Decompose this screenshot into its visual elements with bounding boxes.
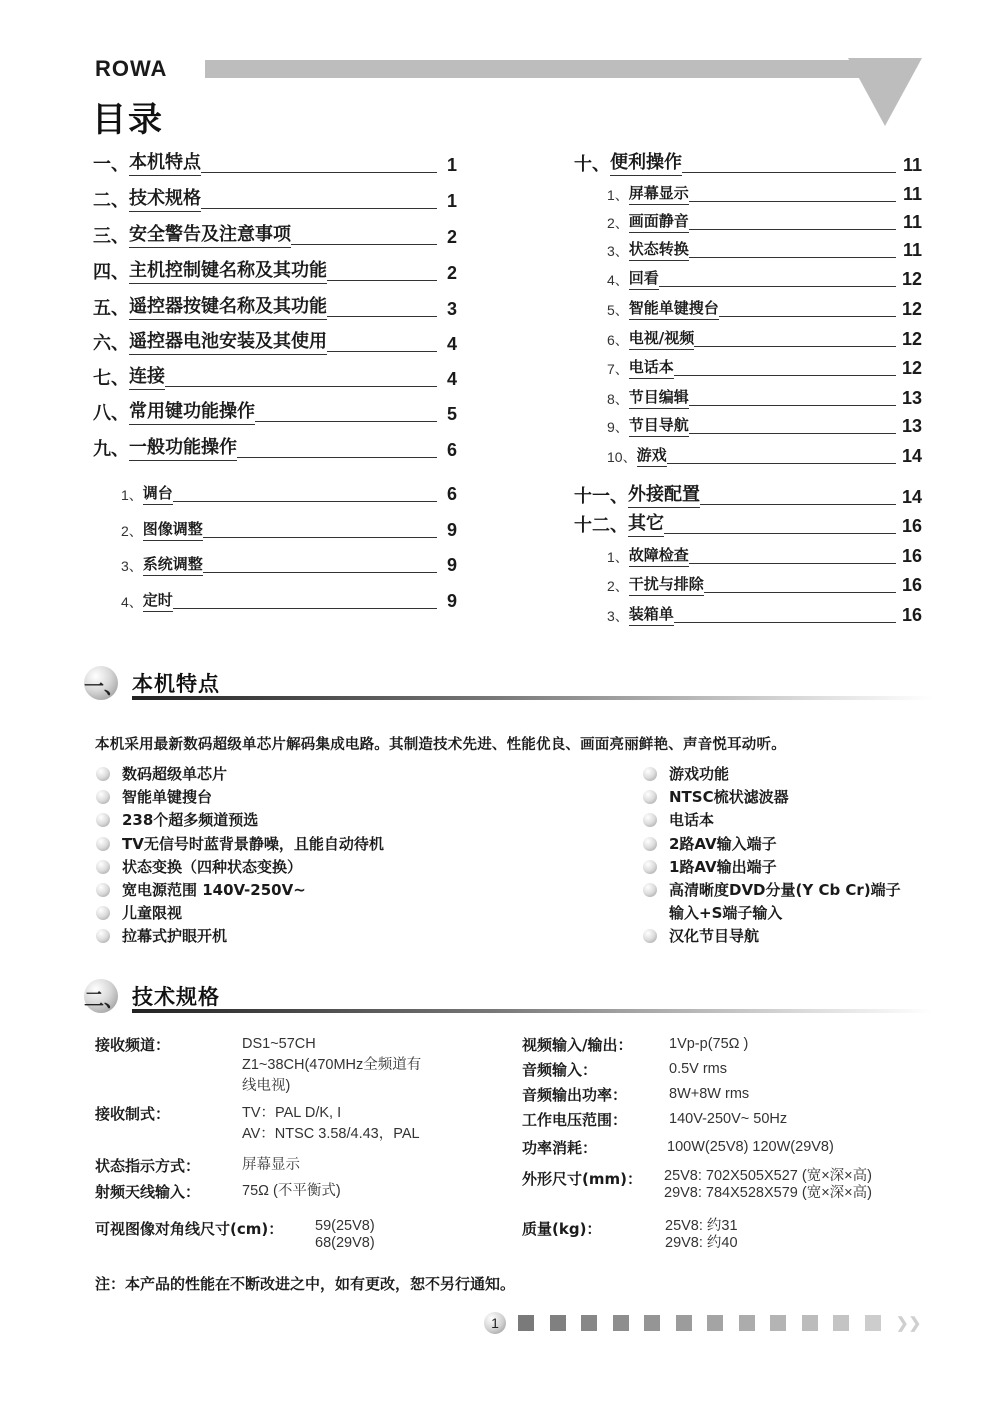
toc-entry[interactable] xyxy=(607,383,922,409)
toc-leader-line xyxy=(689,405,896,406)
toc-leader-line xyxy=(201,208,437,209)
toc-leader-line xyxy=(689,563,896,564)
toc-entry-title: 电视/视频 xyxy=(628,329,695,347)
spec-value xyxy=(315,1218,375,1252)
toc-entry-title: 遥控器按键名称及其功能 xyxy=(129,296,327,317)
toc-leader-line xyxy=(689,229,896,230)
toc-entry-number: 三、 xyxy=(93,226,129,247)
page-square xyxy=(770,1315,786,1331)
bullet-ball-icon xyxy=(643,883,657,897)
page-square xyxy=(865,1315,881,1331)
toc-entry-title: 一般功能操作 xyxy=(129,437,237,458)
toc-entry[interactable] xyxy=(607,570,922,596)
toc-leader-line xyxy=(173,501,437,502)
page-square xyxy=(613,1315,629,1331)
toc-entry-page: 13 xyxy=(901,416,922,436)
feature-item xyxy=(96,809,384,832)
toc-entry-number: 1、 xyxy=(121,487,143,503)
toc-entry-page: 11 xyxy=(902,240,922,260)
feature-text: 儿童限视 xyxy=(122,904,183,923)
toc-entry[interactable] xyxy=(121,479,457,505)
toc-entry-title: 智能单键搜台 xyxy=(628,299,719,317)
toc-entry-number: 8、 xyxy=(607,391,629,407)
page-square xyxy=(644,1315,660,1331)
section-number: 一、 xyxy=(84,674,124,698)
toc-entry-title-underline xyxy=(629,414,689,437)
toc-entry-title-underline xyxy=(129,148,201,176)
toc-entry-title-underline xyxy=(629,327,694,350)
bullet-ball-icon xyxy=(96,929,110,943)
toc-leader-line xyxy=(689,201,896,202)
toc-entry-title: 状态转换 xyxy=(628,240,689,258)
bullet-ball-icon xyxy=(96,767,110,781)
feature-text: 状态变换（四种状态变换） xyxy=(122,857,303,876)
toc-entry[interactable] xyxy=(93,399,457,425)
toc-entry-page: 13 xyxy=(901,388,922,408)
toc-entry[interactable] xyxy=(607,207,922,233)
toc-entry-title-underline xyxy=(629,238,689,261)
toc-entry-number: 4、 xyxy=(607,272,629,288)
spec-value xyxy=(669,1034,748,1055)
toc-leader-line xyxy=(237,457,437,458)
toc-entry-number: 3、 xyxy=(607,243,629,259)
toc-entry-page: 9 xyxy=(446,555,457,575)
spec-label: 视频输入/输出： xyxy=(522,1036,633,1054)
toc-entry-title-underline xyxy=(143,553,203,576)
toc-entry-page: 11 xyxy=(902,212,922,232)
toc-leader-line xyxy=(674,375,896,376)
toc-entry-number: 四、 xyxy=(93,262,129,283)
toc-entry-title-underline xyxy=(629,573,704,596)
spec-label: 外形尺寸(mm)： xyxy=(522,1170,642,1188)
bullet-ball-icon xyxy=(643,929,657,943)
toc-entry-number: 1、 xyxy=(607,187,629,203)
toc-entry-number: 2、 xyxy=(121,523,143,539)
toc-entry-page: 5 xyxy=(446,404,457,424)
toc-entry-number: 2、 xyxy=(607,578,629,594)
page-square xyxy=(739,1315,755,1331)
toc-entry-page: 14 xyxy=(901,487,922,507)
toc-entry-page: 9 xyxy=(446,591,457,611)
features-list-right xyxy=(643,763,901,949)
spec-value-line: AV：NTSC 3.58/4.43，PAL xyxy=(242,1126,420,1142)
toc-entry-title: 连接 xyxy=(129,366,165,387)
spec-value-line: 59(25V8) xyxy=(315,1218,375,1234)
toc-entry-page: 3 xyxy=(446,299,457,319)
feature-item xyxy=(96,902,384,925)
toc-entry-title-underline xyxy=(629,386,689,409)
bullet-ball-icon xyxy=(643,813,657,827)
toc-entry-page: 14 xyxy=(901,446,922,466)
spec-value xyxy=(667,1137,834,1158)
toc-entry[interactable] xyxy=(607,441,922,467)
spec-value-line: 100W(25V8) 120W(29V8) xyxy=(667,1139,834,1155)
toc-entry-number: 十一、 xyxy=(574,486,628,507)
toc-entry[interactable] xyxy=(121,550,457,576)
bullet-ball-icon xyxy=(643,860,657,874)
next-arrow-icon: ❯❯ xyxy=(896,1315,922,1332)
feature-item xyxy=(643,856,901,879)
page-number-badge: 1 xyxy=(484,1312,506,1334)
toc-leader-line xyxy=(667,463,896,464)
toc-entry-title: 遥控器电池安装及其使用 xyxy=(129,331,327,352)
spec-value xyxy=(669,1109,787,1130)
page-square xyxy=(581,1315,597,1331)
toc-entry-title: 节目导航 xyxy=(628,416,689,434)
features-list-left xyxy=(96,763,384,949)
toc-entry-title: 游戏 xyxy=(636,446,667,464)
toc-leader-line xyxy=(165,386,437,387)
toc-entry[interactable] xyxy=(93,258,457,284)
toc-leader-line xyxy=(659,286,896,287)
toc-entry[interactable] xyxy=(607,235,922,261)
toc-entry-title-underline xyxy=(629,210,689,233)
toc-entry[interactable] xyxy=(574,482,922,508)
toc-entry[interactable] xyxy=(607,294,922,320)
toc-entry[interactable] xyxy=(121,586,457,612)
toc-entry[interactable] xyxy=(607,324,922,350)
toc-entry-title-underline xyxy=(143,518,203,541)
toc-entry-page: 12 xyxy=(901,329,922,349)
features-intro: 本机采用最新数码超级单芯片解码集成电路。其制造技术先进、性能优良、画面亮丽鲜艳、声音悦耳动听。 xyxy=(95,737,786,753)
toc-entry-title-underline xyxy=(628,480,700,508)
toc-entry-title-underline xyxy=(628,509,664,537)
bullet-ball-icon xyxy=(643,790,657,804)
spec-label: 接收频道： xyxy=(95,1036,171,1054)
spec-value-line: 140V-250V~ 50Hz xyxy=(669,1111,788,1127)
spec-value xyxy=(242,1181,341,1202)
toc-entry[interactable] xyxy=(121,515,457,541)
toc-entry-number: 一、 xyxy=(93,154,129,175)
spec-value-line: 68(29V8) xyxy=(315,1235,375,1251)
toc-entry-title-underline xyxy=(129,184,201,212)
page-square xyxy=(676,1315,692,1331)
toc-entry-number: 3、 xyxy=(121,558,143,574)
toc-leader-line xyxy=(255,421,437,422)
toc-entry-title-underline xyxy=(129,362,165,390)
header-v-shape xyxy=(848,58,922,126)
toc-entry-number: 七、 xyxy=(93,368,129,389)
toc-entry-number: 2、 xyxy=(607,215,629,231)
toc-entry-page: 16 xyxy=(901,516,922,536)
toc-entry-number: 10、 xyxy=(607,449,637,465)
feature-item xyxy=(96,879,384,902)
toc-entry-title-underline xyxy=(629,182,689,205)
feature-text: NTSC梳状滤波器 xyxy=(669,788,789,807)
bullet-ball-icon xyxy=(96,883,110,897)
spec-value xyxy=(242,1155,300,1176)
toc-entry-page: 4 xyxy=(446,369,457,389)
page-indicator xyxy=(484,1312,921,1334)
toc-entry[interactable] xyxy=(93,364,457,390)
spec-label: 状态指示方式： xyxy=(95,1157,201,1175)
feature-item xyxy=(96,763,384,786)
toc-entry[interactable] xyxy=(607,541,922,567)
toc-leader-line xyxy=(327,316,437,317)
toc-entry-page: 2 xyxy=(446,227,457,247)
toc-entry-page: 12 xyxy=(901,358,922,378)
section-rule xyxy=(132,696,932,700)
toc-entry-page: 11 xyxy=(902,155,922,175)
spec-value-line: 0.5V rms xyxy=(669,1061,728,1077)
toc-entry-title-underline xyxy=(129,256,327,284)
toc-entry-page: 4 xyxy=(446,334,457,354)
toc-entry-number: 十二、 xyxy=(574,515,628,536)
toc-entry-title: 其它 xyxy=(628,513,664,534)
toc-entry[interactable] xyxy=(93,150,457,176)
toc-entry-title: 本机特点 xyxy=(129,152,201,173)
toc-leader-line xyxy=(694,346,896,347)
spec-value-line: 8W+8W rms xyxy=(669,1086,750,1102)
toc-entry-title-underline xyxy=(637,444,667,467)
spec-value-line: 29V8: 约40 xyxy=(665,1235,738,1251)
toc-entry-title: 外接配置 xyxy=(628,484,700,505)
toc-entry-page: 12 xyxy=(901,269,922,289)
toc-entry-page: 16 xyxy=(901,546,922,566)
feature-item xyxy=(96,925,384,948)
toc-entry-number: 3、 xyxy=(607,608,629,624)
toc-entry-title: 技术规格 xyxy=(129,188,201,209)
toc-entry-title-underline xyxy=(129,220,291,248)
toc-entry-page: 1 xyxy=(446,155,457,175)
section-header-features xyxy=(80,664,940,704)
toc-entry[interactable] xyxy=(93,294,457,320)
toc-entry-number: 九、 xyxy=(93,439,129,460)
bullet-ball-icon xyxy=(96,813,110,827)
toc-entry-page: 2 xyxy=(446,263,457,283)
spec-value-line: 屏幕显示 xyxy=(242,1157,300,1173)
spec-value xyxy=(242,1034,421,1097)
toc-entry-page: 6 xyxy=(446,484,457,504)
feature-item xyxy=(643,786,901,809)
toc-entry-number: 4、 xyxy=(121,594,143,610)
toc-entry-number: 五、 xyxy=(93,298,129,319)
feature-item xyxy=(643,925,901,948)
feature-item xyxy=(96,856,384,879)
spec-label: 音频输入： xyxy=(522,1061,598,1079)
toc-entry-title: 装箱单 xyxy=(628,605,674,623)
feature-text: 2路AV输入端子 xyxy=(669,834,777,853)
spec-label: 质量(kg)： xyxy=(522,1220,602,1238)
toc-entry-number: 6、 xyxy=(607,332,629,348)
feature-text: 1路AV输出端子 xyxy=(669,857,777,876)
section-title: 本机特点 xyxy=(132,672,220,696)
feature-item xyxy=(96,833,384,856)
toc-leader-line xyxy=(291,244,437,245)
toc-entry-title: 主机控制键名称及其功能 xyxy=(129,260,327,281)
toc-entry[interactable] xyxy=(574,150,922,176)
spec-label: 接收制式： xyxy=(95,1105,171,1123)
spec-value xyxy=(665,1218,738,1252)
page-square xyxy=(518,1315,534,1331)
toc-entry[interactable] xyxy=(607,179,922,205)
toc-entry-title-underline xyxy=(629,356,674,379)
toc-entry-number: 二、 xyxy=(93,190,129,211)
toc-title: 目录 xyxy=(92,100,164,140)
toc-leader-line xyxy=(674,622,896,623)
bullet-ball-icon xyxy=(96,790,110,804)
toc-entry-title-underline xyxy=(610,148,682,176)
toc-entry-title-underline xyxy=(129,397,255,425)
toc-leader-line xyxy=(327,280,437,281)
toc-leader-line xyxy=(700,504,896,505)
toc-entry[interactable] xyxy=(93,329,457,355)
toc-entry-number: 六、 xyxy=(93,333,129,354)
section-header-specs xyxy=(80,977,940,1017)
toc-entry-page: 16 xyxy=(901,605,922,625)
bullet-ball-icon xyxy=(96,906,110,920)
toc-entry[interactable] xyxy=(607,600,922,626)
feature-text: 宽电源范围 140V-250V~ xyxy=(122,881,306,900)
toc-entry-number: 7、 xyxy=(607,361,629,377)
toc-entry-page: 11 xyxy=(902,184,922,204)
toc-entry[interactable] xyxy=(93,435,457,461)
feature-item xyxy=(643,833,901,856)
toc-entry-title-underline xyxy=(629,267,659,290)
spec-value-line: TV：PAL D/K, I xyxy=(242,1105,342,1121)
toc-leader-line xyxy=(719,316,896,317)
toc-entry[interactable] xyxy=(93,222,457,248)
rowa-logo: ROWA xyxy=(95,56,168,81)
toc-entry-number: 八、 xyxy=(93,403,129,424)
page-square xyxy=(707,1315,723,1331)
spec-value-line: 25V8: 702X505X527 (宽×深×高) xyxy=(664,1168,872,1184)
spec-label: 功率消耗： xyxy=(522,1139,598,1157)
toc-leader-line xyxy=(173,608,437,609)
toc-leader-line xyxy=(704,592,896,593)
toc-entry-title: 回看 xyxy=(628,269,659,287)
toc-entry-title-underline xyxy=(129,292,327,320)
toc-entry-page: 12 xyxy=(901,299,922,319)
feature-text: 智能单键搜台 xyxy=(122,788,213,807)
page-square xyxy=(833,1315,849,1331)
toc-entry-page: 9 xyxy=(446,520,457,540)
spec-value-line: 25V8: 约31 xyxy=(665,1218,738,1234)
toc-entry-title: 电话本 xyxy=(628,358,674,376)
feature-text-continued: 输入+S端子输入 xyxy=(669,904,783,923)
toc-entry[interactable] xyxy=(607,353,922,379)
feature-text: TV无信号时蓝背景静噪，且能自动待机 xyxy=(122,834,384,853)
toc-entry-title: 系统调整 xyxy=(142,555,203,573)
toc-leader-line xyxy=(203,537,437,538)
toc-entry-title: 屏幕显示 xyxy=(628,184,689,202)
toc-leader-line xyxy=(327,351,437,352)
toc-entry[interactable] xyxy=(607,411,922,437)
toc-entry[interactable] xyxy=(574,511,922,537)
toc-entry-title-underline xyxy=(629,603,674,626)
toc-entry-title: 便利操作 xyxy=(610,152,682,173)
feature-text: 高清晰度DVD分量(Y Cb Cr)端子 xyxy=(669,881,901,900)
bullet-ball-icon xyxy=(643,767,657,781)
bullet-ball-icon xyxy=(96,860,110,874)
spec-value xyxy=(242,1103,420,1145)
spec-value-line: 线电视) xyxy=(242,1078,291,1094)
feature-item xyxy=(643,763,901,786)
toc-entry-title: 调台 xyxy=(142,484,173,502)
toc-entry-title-underline xyxy=(129,327,327,355)
spec-label: 工作电压范围： xyxy=(522,1111,628,1129)
toc-entry-title-underline xyxy=(143,482,173,505)
toc-entry-page: 6 xyxy=(446,440,457,460)
feature-item xyxy=(96,786,384,809)
toc-leader-line xyxy=(689,433,896,434)
toc-entry-number: 5、 xyxy=(607,302,629,318)
feature-text: 汉化节目导航 xyxy=(669,927,760,946)
toc-leader-line xyxy=(201,172,437,173)
toc-entry-number: 9、 xyxy=(607,419,629,435)
page-square xyxy=(802,1315,818,1331)
spec-value xyxy=(669,1059,727,1080)
feature-text: 游戏功能 xyxy=(669,765,730,783)
bullet-ball-icon xyxy=(96,837,110,851)
spec-label: 可视图像对角线尺寸(cm)： xyxy=(95,1220,284,1238)
toc-entry-title-underline xyxy=(629,297,719,320)
spec-value-line: 75Ω (不平衡式) xyxy=(242,1183,341,1199)
toc-entry[interactable] xyxy=(93,186,457,212)
toc-leader-line xyxy=(689,257,896,258)
feature-text: 电话本 xyxy=(669,811,715,830)
spec-value-line: 29V8: 784X528X579 (宽×深×高) xyxy=(664,1185,872,1201)
toc-entry-title: 画面静音 xyxy=(628,212,689,230)
toc-leader-line xyxy=(664,533,896,534)
spec-label: 射频天线输入： xyxy=(95,1183,201,1201)
toc-leader-line xyxy=(203,572,437,573)
toc-entry-title: 定时 xyxy=(142,591,173,609)
toc-entry-page: 16 xyxy=(901,575,922,595)
toc-entry-title: 节目编辑 xyxy=(628,388,689,406)
spec-value xyxy=(669,1084,749,1105)
feature-item xyxy=(643,879,901,925)
spec-value-line: Z1~38CH(470MHz全频道有 xyxy=(242,1057,422,1073)
toc-entry-title: 常用键功能操作 xyxy=(129,401,255,422)
toc-leader-line xyxy=(682,172,896,173)
spec-label: 音频输出功率： xyxy=(522,1086,628,1104)
bullet-ball-icon xyxy=(643,837,657,851)
header-banner-bar xyxy=(205,60,905,78)
spec-value-line: 1Vp-p(75Ω ) xyxy=(669,1036,749,1052)
section-rule xyxy=(132,1009,932,1013)
toc-entry-number: 十、 xyxy=(574,154,610,175)
section-title: 技术规格 xyxy=(132,985,220,1009)
section-number: 二、 xyxy=(84,987,124,1011)
toc-entry[interactable] xyxy=(607,264,922,290)
toc-entry-title: 安全警告及注意事项 xyxy=(129,224,291,245)
toc-entry-title-underline xyxy=(129,433,237,461)
toc-entry-number: 1、 xyxy=(607,549,629,565)
toc-entry-title: 干扰与排除 xyxy=(628,575,704,593)
toc-entry-title: 图像调整 xyxy=(142,520,203,538)
feature-text: 数码超级单芯片 xyxy=(122,765,228,783)
toc-entry-title-underline xyxy=(629,544,689,567)
spec-value xyxy=(664,1168,872,1202)
toc-entry-title-underline xyxy=(143,589,173,612)
feature-text: 拉幕式护眼开机 xyxy=(122,927,228,946)
disclaimer-note: 注：本产品的性能在不断改进之中，如有更改，恕不另行通知。 xyxy=(95,1275,516,1293)
spec-value-line: DS1~57CH xyxy=(242,1036,316,1052)
feature-item xyxy=(643,809,901,832)
toc-entry-page: 1 xyxy=(446,191,457,211)
page-square xyxy=(550,1315,566,1331)
toc-entry-title: 故障检查 xyxy=(628,546,689,564)
feature-text: 238个超多频道预选 xyxy=(122,811,259,830)
